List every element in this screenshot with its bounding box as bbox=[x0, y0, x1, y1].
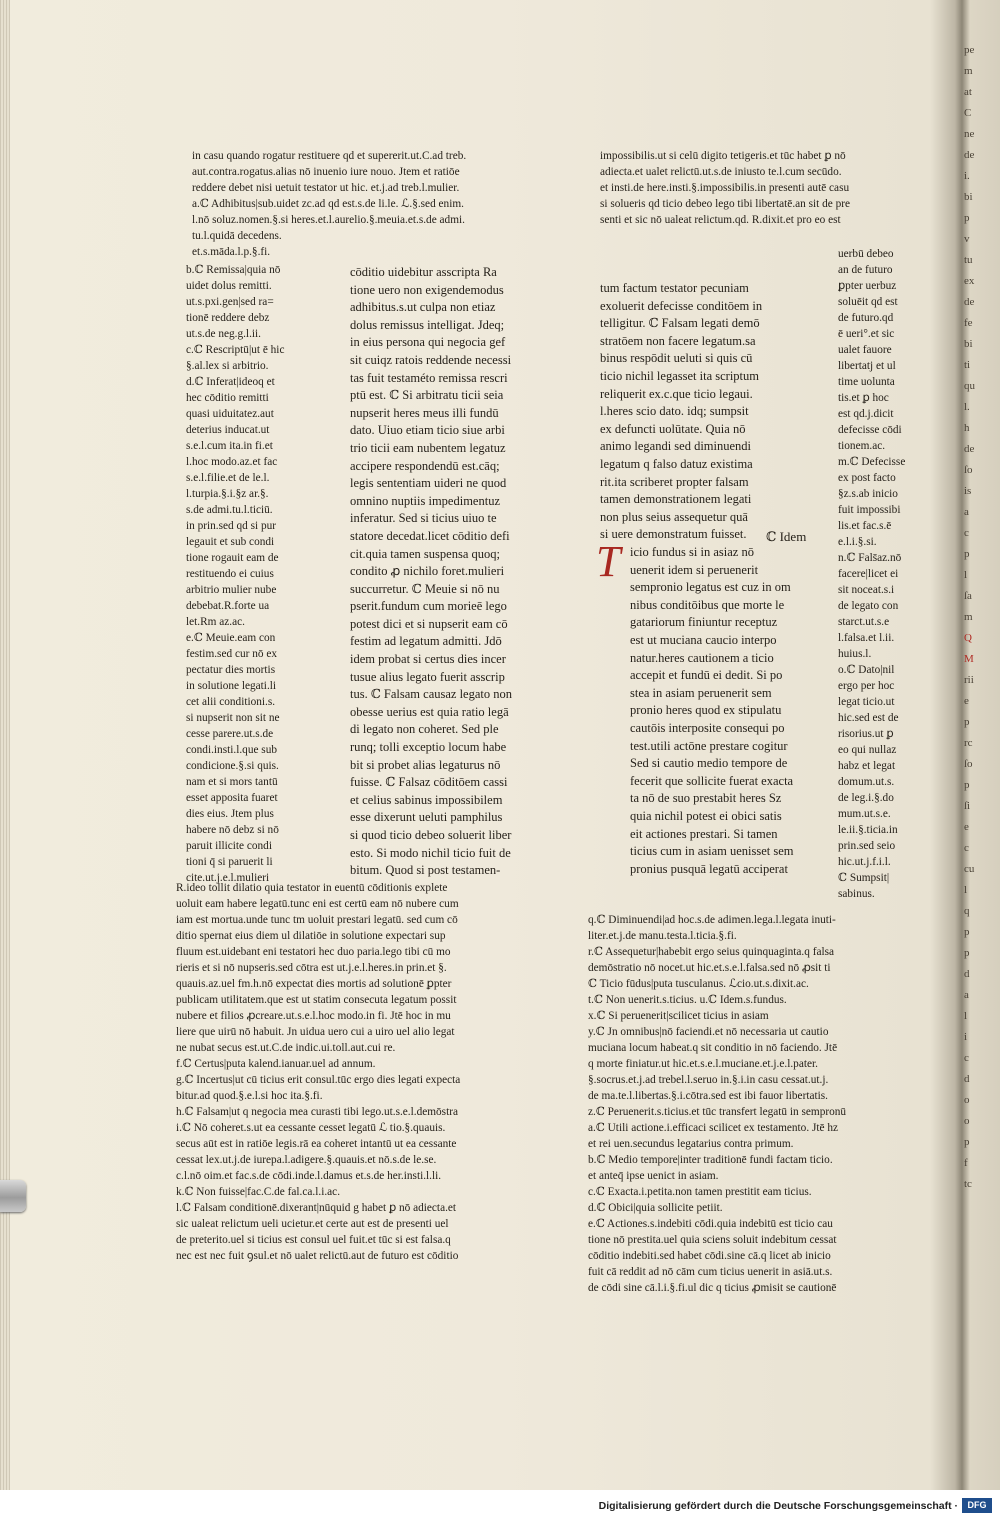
commentary-line: y.ℂ Jn omnibus|nō faciendi.et nō necessaria ut cautio bbox=[588, 1026, 829, 1038]
next-page-fragment: rii bbox=[964, 674, 974, 686]
text-line: non plus seius assequetur quā bbox=[600, 509, 748, 524]
text-line: legis sententiam uideri ne quod bbox=[350, 476, 507, 491]
text-line: statore decedat.licet cōditio defi bbox=[350, 528, 510, 543]
text-line: tusue alius legato fuerit asscrip bbox=[350, 669, 505, 684]
gloss-line: tione rogauit eam de bbox=[186, 552, 279, 564]
next-page-fragment: i. bbox=[964, 170, 970, 182]
next-page-fragment: d bbox=[964, 1073, 970, 1085]
text-line: gatariorum finiuntur receptuz bbox=[630, 615, 778, 630]
commentary-line: sic ualeat relictum ueli ucietur.et certe aut est de presenti uel bbox=[176, 1218, 449, 1230]
footer-credit-text: Digitalisierung gefördert durch die Deutsche Forschungsgemeinschaft · bbox=[598, 1500, 958, 1512]
commentary-line: quauis.az.uel fm.h.nō expectat dies mortis ad solutionē ꝑpter bbox=[176, 978, 452, 990]
gloss-line: eo qui nullaz bbox=[838, 744, 897, 756]
next-page-fragment: rc bbox=[964, 737, 973, 749]
commentary-line: q.ℂ Diminuendi|ad hoc.s.de adimen.lega.l.legata inuti- bbox=[588, 914, 836, 926]
commentary-line: r.ℂ Assequetur|habebit ergo seius quinquaginta.q falsa bbox=[588, 946, 835, 958]
gloss-line: cet alii conditioni.s. bbox=[186, 696, 276, 708]
text-line: omnino nuptiis impedimentuz bbox=[350, 493, 500, 508]
gloss-line: o.ℂ Dato|nil bbox=[838, 664, 895, 676]
gloss-line: condi.insti.l.que sub bbox=[186, 744, 277, 756]
gloss-line: uidet dolus remitti. bbox=[186, 280, 272, 292]
next-page-fragment: ſa bbox=[964, 590, 972, 602]
commentary-line: demōstratio nō nocet.ut hic.et.s.e.l.falsa.sed nō ꝓsit ti bbox=[588, 962, 831, 974]
text-line: runq; tolli exceptio locum habe bbox=[350, 740, 507, 755]
text-line: eit actiones prestari. Si tamen bbox=[630, 826, 778, 841]
gloss-line: c.ℂ Rescriptū|ut ē hic bbox=[186, 344, 285, 356]
gloss-line: le.ii.§.ticia.in bbox=[838, 824, 898, 836]
commentary-line: x.ℂ Si peruenerit|scilicet ticius in asiam bbox=[588, 1010, 769, 1022]
next-page-fragment: de bbox=[964, 149, 975, 161]
gloss-line: an de futuro bbox=[838, 264, 893, 276]
commentary-line: ne nubat secus est.ut.C.de indic.ui.toll.aut.cui re. bbox=[176, 1042, 396, 1054]
text-line: succurretur. ℂ Meuie si nō nu bbox=[350, 581, 500, 596]
text-line: di legato non coheret. Sed ple bbox=[350, 722, 499, 737]
next-page-fragment: tu bbox=[964, 254, 973, 266]
gloss-line: soluēit qd est bbox=[838, 296, 898, 308]
text-line: tamen demonstrationem legati bbox=[600, 492, 752, 507]
text-line: reliquerit ex.c.que ticio legaui. bbox=[600, 386, 753, 401]
next-page-fragment: ſi bbox=[964, 800, 971, 812]
gloss-line: esset apposita fuaret bbox=[186, 792, 278, 804]
gloss-line: lis.et fac.s.ē bbox=[838, 520, 892, 532]
text-line: l.heres scio dato. idq; sumpsit bbox=[600, 404, 749, 419]
commentary-line: et anteq̄ ipse uenict in asiam. bbox=[588, 1170, 719, 1182]
next-page-fragment: i bbox=[964, 1031, 968, 1043]
text-line: ta nō de suo prestabit heres Sz bbox=[630, 791, 782, 806]
text-line: nupserit heres meus illi fundū bbox=[350, 405, 499, 420]
commentary-line: muciana locum habeat.q sit conditio in nō faciendo. Jtē bbox=[588, 1042, 838, 1054]
text-line: test.utili actōne prestare cogitur bbox=[630, 738, 788, 753]
next-page-fragment: a bbox=[964, 506, 969, 518]
commentary-line: a.ℂ Adhibitus|sub.uidet zc.ad qd est.s.de li.le. ℒ.§.sed enim. bbox=[192, 198, 464, 210]
next-page-fragment: Q bbox=[964, 632, 972, 644]
adjacent-page-fragments bbox=[964, 40, 1000, 1480]
digitization-footer bbox=[0, 1490, 1000, 1523]
commentary-line: g.ℂ Incertus|ut cū ticius erit consul.tūc ergo dies legati expecta bbox=[176, 1074, 461, 1086]
gloss-line: arbitrio mulier nube bbox=[186, 584, 277, 596]
gloss-line: legat ticio.ut bbox=[838, 696, 895, 708]
commentary-line: l.ℂ Falsam conditionē.dixerant|nūquid g habet ꝑ nō adiecta.et bbox=[176, 1202, 457, 1214]
commentary-line: §.socrus.et.j.ad trebel.l.seruo in.§.i.in casu cessat.ut.j. bbox=[588, 1074, 829, 1086]
commentary-line: c.l.nō oim.et fac.s.de cōdi.inde.l.damus et.s.de her.insti.l.li. bbox=[176, 1170, 442, 1182]
commentary-line: a.ℂ Utili actione.i.efficaci scilicet ex testamento. Jtē hz bbox=[588, 1122, 838, 1134]
next-page-fragment: ex bbox=[964, 275, 975, 287]
commentary-line: de ma.te.l.libertas.§.i.cōtra.sed est ibi fauor libertatis. bbox=[588, 1090, 828, 1102]
next-page-fragment: m bbox=[964, 65, 973, 77]
commentary-line: ℂ Ticio fūdus|puta tusculanus. ℒcio.ut.s.dixit.ac. bbox=[588, 978, 809, 990]
text-line: ticius cum in asiam uenisset sem bbox=[630, 844, 794, 859]
commentary-line: publicam utilitatem.que est ut statim consecuta legatum possit bbox=[176, 994, 457, 1006]
gloss-line: l.falsa.et l.ii. bbox=[838, 632, 895, 644]
gloss-line: ꝑpter uerbuz bbox=[838, 280, 897, 292]
commentary-line: e.ℂ Actiones.s.indebiti cōdi.quia indebitū est ticio cau bbox=[588, 1218, 833, 1230]
text-line: dolus remissus intelligat. Jdeq; bbox=[350, 317, 505, 332]
commentary-line: liter.et.j.de manu.testa.l.ticia.§.fi. bbox=[588, 930, 737, 942]
next-page-fragment: c bbox=[964, 1052, 969, 1064]
gloss-line: defecisse cōdi bbox=[838, 424, 902, 436]
next-page-fragment: cu bbox=[964, 863, 975, 875]
next-page-fragment: h bbox=[964, 422, 970, 434]
next-page-fragment: fe bbox=[964, 317, 973, 329]
next-page-fragment: bi bbox=[964, 338, 973, 350]
commentary-line: bitur.ad quod.§.e.l.si hoc ita.§.fi. bbox=[176, 1090, 323, 1102]
gloss-line: tioni q̄ si paruerit li bbox=[186, 856, 273, 868]
main-text-column-1 bbox=[350, 264, 560, 880]
gloss-line: l.turpia.§.i.§z ar.§. bbox=[186, 488, 269, 500]
text-line: inferatur. Sed si ticius uiuo te bbox=[350, 511, 497, 526]
commentary-line: R.ideo tollit dilatio quia testator in euentū cōditionis explete bbox=[176, 882, 448, 894]
next-page-fragment: ſo bbox=[964, 464, 973, 476]
commentary-line: t.ℂ Non uenerit.s.ticius. u.ℂ Idem.s.fundus. bbox=[588, 994, 787, 1006]
next-page-fragment: l. bbox=[964, 401, 970, 413]
commentary-line: et insti.de here.insti.§.impossibilis.in presenti autē casu bbox=[600, 182, 850, 194]
gloss-line: deterius inducat.ut bbox=[186, 424, 270, 436]
gloss-line: ex post facto bbox=[838, 472, 896, 484]
gloss-line: habz et legat bbox=[838, 760, 896, 772]
gloss-line: hic.sed est de bbox=[838, 712, 899, 724]
next-page-fragment: o bbox=[964, 1115, 970, 1127]
text-line: est ut muciana caucio interpo bbox=[630, 632, 777, 647]
commentary-line: ditio spernat eius diem ul dilatiōe in solutione expectari sup bbox=[176, 930, 446, 942]
text-line: fuisse. ℂ Falsaz cōditōem cassi bbox=[350, 775, 508, 790]
text-line: accepit et fundū ei dedit. Si po bbox=[630, 668, 783, 683]
gloss-line: hec cōditio remitti bbox=[186, 392, 269, 404]
gloss-line: dies eius. Jtem plus bbox=[186, 808, 274, 820]
commentary-line: uoluit eam habere legatū.tunc eni est certū eam nō nubere cum bbox=[176, 898, 459, 910]
gloss-line: sabinus. bbox=[838, 888, 875, 900]
commentary-line: i.ℂ Nō coheret.s.ut ea cessante cesset legatū ℒ tio.§.quauis. bbox=[176, 1122, 446, 1134]
text-line: tas fuit testaméto remissa rescri bbox=[350, 370, 508, 385]
commentary-line: fuit cā reddit ad nō cām cum ticius uenerit in asiā.ut.s. bbox=[588, 1266, 833, 1278]
gloss-line: quasi uiduitatez.aut bbox=[186, 408, 274, 420]
text-line: potest dici et si nupserit eam cō bbox=[350, 616, 508, 631]
text-line: idem probat si certus dies incer bbox=[350, 652, 506, 667]
gloss-line: s.de admi.tu.l.ticiū. bbox=[186, 504, 273, 516]
commentary-line: tu.l.quidā decedens. bbox=[192, 230, 282, 242]
next-page-fragment: pe bbox=[964, 44, 975, 56]
next-page-fragment: p bbox=[964, 716, 970, 728]
next-page-fragment: v bbox=[964, 233, 970, 245]
next-page-fragment: p bbox=[964, 212, 970, 224]
gloss-line: festim.sed cur nō ex bbox=[186, 648, 277, 660]
next-page-fragment: ti bbox=[964, 359, 971, 371]
text-line: nibus conditōibus que morte le bbox=[630, 597, 785, 612]
gloss-line: paruit illicite condi bbox=[186, 840, 272, 852]
commentary-line: q morte finiatur.ut hic.et.s.e.l.muciane.et.j.e.l.pater. bbox=[588, 1058, 818, 1070]
gloss-line: s.e.l.cum ita.in fi.et bbox=[186, 440, 273, 452]
gloss-line: b.ℂ Remissa|quia nō bbox=[186, 264, 281, 276]
red-initial-t: T bbox=[596, 537, 621, 586]
gloss-line: risorius.ut ꝑ bbox=[838, 728, 894, 740]
gloss-line: tis.et ꝑ hoc bbox=[838, 392, 889, 404]
next-page-fragment: p bbox=[964, 926, 970, 938]
gloss-line: ē ueri°.et sic bbox=[838, 328, 895, 340]
text-line: ptū est. ℂ Si arbitratu ticii seia bbox=[350, 388, 504, 403]
gloss-line: s.e.l.filie.et de le.l. bbox=[186, 472, 270, 484]
commentary-line: liere que uirū nō habuit. Jn uidua uero cui a uiro uel alio legat bbox=[176, 1026, 455, 1038]
commentary-line: fluum est.uidebant eni testatori hec duo paria.lego tibi cū mo bbox=[176, 946, 451, 958]
gloss-line: ergo per hoc bbox=[838, 680, 895, 692]
commentary-line: de cōdi sine cā.l.i.§.fi.ul dic q ticius ꝓmisit se cautionē bbox=[588, 1282, 837, 1294]
gloss-line: §z.s.ab inicio bbox=[838, 488, 898, 500]
gloss-line: huius.l. bbox=[838, 648, 872, 660]
gloss-line: condicione.§.si quis. bbox=[186, 760, 279, 772]
gloss-line: habere nō debz si nō bbox=[186, 824, 279, 836]
commentary-line: cessat lex.ut.j.de iurepa.l.adigere.§.quauis.et nō.s.de le.se. bbox=[176, 1154, 437, 1166]
gloss-line: n.ℂ Fals̄az.nō bbox=[838, 552, 902, 564]
gloss-line: uerbū debeo bbox=[838, 248, 894, 260]
next-page-fragment: a bbox=[964, 989, 969, 1001]
text-line: ticio nichil legasset ita scriptum bbox=[600, 368, 759, 383]
commentary-line: nec est nec fuit ꝯsul.et nō ualet relictū.aut de futuro est cōditio bbox=[176, 1250, 459, 1262]
gloss-line: fuit impossibi bbox=[838, 504, 901, 516]
gloss-line: mum.ut.s.e. bbox=[838, 808, 891, 820]
commentary-line: aut.contra.rogatus.alias nō inuenio iure nouo. Jtem et ratiōe bbox=[192, 166, 460, 178]
gloss-line: time uolunta bbox=[838, 376, 895, 388]
gloss-line: nam et si mors tantū bbox=[186, 776, 278, 788]
commentary-line: l.nō soluz.nomen.§.si heres.et.l.aurelio.§.meuia.et.s.de admi. bbox=[192, 214, 465, 226]
next-page-fragment: at bbox=[964, 86, 972, 98]
right-margin-gloss bbox=[838, 246, 930, 902]
next-page-fragment: ne bbox=[964, 128, 975, 140]
text-line: legatum q falso datuz existima bbox=[600, 456, 753, 471]
main-text-column-2-lower bbox=[630, 544, 815, 878]
gloss-line: debebat.R.forte ua bbox=[186, 600, 270, 612]
text-line: tum factum testator pecuniam bbox=[600, 281, 749, 295]
commentary-line: rieris et si nō nupseris.sed cōtra est ut.j.e.l.heres.in prin.et §. bbox=[176, 962, 447, 974]
next-page-fragment: q bbox=[964, 905, 970, 917]
next-page-fragment: p bbox=[964, 947, 970, 959]
text-line: exoluerit defecisse conditōem in bbox=[600, 298, 763, 313]
gloss-line: facere|licet ei bbox=[838, 568, 899, 580]
next-page-fragment: M bbox=[964, 653, 974, 665]
text-line: pronius pusquā legatū acciperat bbox=[630, 861, 788, 876]
gloss-line: let.Rm az.ac. bbox=[186, 616, 245, 628]
gloss-line: cite.ut.j.e.l.mulieri bbox=[186, 872, 270, 884]
next-page-fragment: m bbox=[964, 611, 973, 623]
text-line: tione uero non exigendemodus bbox=[350, 282, 504, 297]
gloss-line: e.l.i.§.si. bbox=[838, 536, 877, 548]
commentary-line: secus aūt est in ratiōe legis.rā ea coheret intantū ut ea cessante bbox=[176, 1138, 457, 1150]
section-heading-idem bbox=[766, 528, 826, 546]
top-right-commentary bbox=[600, 148, 930, 228]
gloss-line: prin.sed seio bbox=[838, 840, 896, 852]
commentary-line: senti et sic nō ualeat relictum.qd. R.dixit.et pro eo est bbox=[600, 214, 841, 226]
commentary-line: impossibilis.ut si celū digito tetigeris.et tūc habet ꝑ nō bbox=[600, 150, 846, 162]
next-page-fragment: p bbox=[964, 548, 970, 560]
gloss-line: est qd.j.dicit bbox=[838, 408, 894, 420]
commentary-line: reddere debet nisi uetuit testator ut hic. et.j.ad treb.l.mulier. bbox=[192, 182, 460, 194]
commentary-line: adiecta.et ualet relictū.ut.s.de iniusto te.l.cum secūdo. bbox=[600, 166, 842, 178]
text-line: in eius persona qui negocia gef bbox=[350, 335, 506, 350]
text-line: animo legandi sed diminuendi bbox=[600, 439, 752, 454]
text-line: et celius sabinus impossibilem bbox=[350, 792, 503, 807]
text-line: cōditio uidebitur asscripta Ra bbox=[350, 265, 497, 279]
text-line: obesse uerius est quia ratio legā bbox=[350, 704, 509, 719]
gloss-line: §.al.lex si arbitrio. bbox=[186, 360, 269, 372]
commentary-line: k.ℂ Non fuisse|fac.C.de fal.ca.l.i.ac. bbox=[176, 1186, 341, 1198]
text-line: festim ad legatum admitti. Jdō bbox=[350, 634, 502, 649]
next-page-fragment: e bbox=[964, 821, 969, 833]
text-line: icio fundus si in asiaz nō bbox=[630, 545, 754, 559]
idem-heading: ℂ Idem bbox=[766, 529, 807, 544]
gloss-line: e.ℂ Meuie.eam con bbox=[186, 632, 276, 644]
next-page-fragment: o bbox=[964, 1094, 970, 1106]
gloss-line: domum.ut.s. bbox=[838, 776, 895, 788]
text-line: binus respōdit ueluti si quis cū bbox=[600, 351, 753, 366]
text-line: dato. Uiuo etiam ticio siue arbi bbox=[350, 423, 505, 438]
text-line: telligitur. ℂ Falsam legati demō bbox=[600, 316, 760, 331]
next-page-fragment: p bbox=[964, 1136, 970, 1148]
gloss-line: restituendo ei cuius bbox=[186, 568, 274, 580]
next-page-fragment: c bbox=[964, 842, 969, 854]
next-page-fragment: e bbox=[964, 695, 969, 707]
gloss-line: de legato con bbox=[838, 600, 899, 612]
text-line: esto. Si modo nichil ticio fuit de bbox=[350, 845, 511, 860]
gloss-line: l.hoc modo.az.et fac bbox=[186, 456, 278, 468]
commentary-line: f.ℂ Certus|puta kalend.ianuar.uel ad annum. bbox=[176, 1058, 376, 1070]
commentary-line: si solueris qd ticio debeo lego tibi libertatē.an sit de pre bbox=[600, 198, 851, 210]
next-page-fragment: de bbox=[964, 296, 975, 308]
text-line: pronio heres quod ex stipulatu bbox=[630, 703, 782, 718]
next-page-fragment: p bbox=[964, 779, 970, 791]
next-page-fragment: is bbox=[964, 485, 972, 497]
gloss-line: pectatur dies mortis bbox=[186, 664, 276, 676]
gloss-line: hic.ut.j.f.i.l. bbox=[838, 856, 891, 868]
text-line: si quod ticio debeo soluerit liber bbox=[350, 828, 512, 842]
gloss-line: si nupserit non sit ne bbox=[186, 712, 280, 724]
next-page-fragment: f bbox=[964, 1157, 968, 1169]
bottom-right-commentary bbox=[588, 912, 928, 1296]
gloss-line: de futuro.qd bbox=[838, 312, 894, 324]
commentary-line: c.ℂ Exacta.i.petita.non tamen prestitit eam ticius. bbox=[588, 1186, 812, 1198]
gloss-line: sit noceat.s.i bbox=[838, 584, 895, 596]
text-line: fecerit que sollicite fuerat exacta bbox=[630, 773, 794, 788]
text-line: si uere demonstratum fuisset. bbox=[600, 527, 747, 542]
gloss-line: cesse parere.ut.s.de bbox=[186, 728, 274, 740]
commentary-line: b.ℂ Medio tempore|inter traditionē fundi factam ticio. bbox=[588, 1154, 833, 1166]
text-line: trio ticii eam nubentem legatuz bbox=[350, 440, 506, 455]
next-page-fragment: c bbox=[964, 527, 969, 539]
next-page-fragment: l bbox=[964, 884, 968, 896]
next-page-fragment: l bbox=[964, 569, 968, 581]
left-margin-gloss bbox=[186, 262, 316, 886]
text-line: sit cuiqz ratois reddende necessi bbox=[350, 352, 512, 367]
gloss-line: ualet fauore bbox=[838, 344, 892, 356]
dfg-logo-icon: DFG bbox=[962, 1498, 992, 1513]
text-line: sempronio legatus est cuz in om bbox=[630, 580, 791, 595]
next-page-fragment: bi bbox=[964, 191, 973, 203]
gloss-line: m.ℂ Defecisse bbox=[838, 456, 906, 468]
gloss-line: d.ℂ Inferat|ideoq et bbox=[186, 376, 275, 388]
top-left-commentary bbox=[192, 148, 562, 260]
gloss-line: tionē reddere debz bbox=[186, 312, 270, 324]
gloss-line: tionem.ac. bbox=[838, 440, 886, 452]
gloss-line: starct.ut.s.e bbox=[838, 616, 890, 628]
commentary-line: tione nō prestita.uel quia sciens soluit indebitum cessat bbox=[588, 1234, 837, 1246]
text-line: bit si probet alias legaturus nō bbox=[350, 757, 501, 772]
commentary-line: et rei uen.secundus legatarius contra primum. bbox=[588, 1138, 794, 1150]
gloss-line: in prin.sed qd si pur bbox=[186, 520, 277, 532]
next-page-fragment: tc bbox=[964, 1178, 972, 1190]
next-page-fragment: qu bbox=[964, 380, 975, 392]
text-line: quia nichil potest ei obici satis bbox=[630, 808, 782, 823]
next-page-fragment: ſo bbox=[964, 758, 973, 770]
gloss-line: in solutione legati.li bbox=[186, 680, 277, 692]
page-edge-stack bbox=[0, 0, 10, 1490]
text-line: condito ꝓ nichilo foret.mulieri bbox=[350, 564, 505, 579]
text-line: pserit.fundum cum morieē lego bbox=[350, 599, 507, 614]
commentary-line: h.ℂ Falsam|ut q negocia mea curasti tibi lego.ut.s.e.l.demōstra bbox=[176, 1106, 458, 1118]
commentary-line: iam est mortua.unde tunc tm uoluit prestari legatū. sed cum cō bbox=[176, 914, 458, 926]
commentary-line: de preterito.uel si ticius est consul uel fuit.et tūc si est falsa.q bbox=[176, 1234, 451, 1246]
commentary-line: nubere et filios ꝓcreare.ut.s.e.l.hoc modo.in fi. Jtē hoc in mu bbox=[176, 1010, 451, 1022]
text-line: stea in asiam peruenerit sem bbox=[630, 685, 772, 700]
text-line: natur.heres cautionem a ticio bbox=[630, 650, 774, 665]
next-page-fragment: l bbox=[964, 1010, 968, 1022]
text-line: tus. ℂ Falsam causaz legato non bbox=[350, 687, 512, 702]
next-page-fragment: de bbox=[964, 443, 975, 455]
gloss-line: libertatj et ul bbox=[838, 360, 896, 372]
gloss-line: ut.s.pxi.gen|sed ra= bbox=[186, 296, 274, 308]
commentary-line: in casu quando rogatur restituere qd et supererit.ut.C.ad treb. bbox=[192, 150, 467, 162]
text-line: esse dixerunt ueluti pamphilus bbox=[350, 810, 503, 825]
gloss-line: legauit et sub condi bbox=[186, 536, 275, 548]
text-line: Sed si cautio medio tempore de bbox=[630, 756, 788, 771]
text-line: bitum. Quod si post testamen- bbox=[350, 863, 501, 878]
text-line: adhibitus.s.ut culpa non etiaz bbox=[350, 300, 496, 315]
next-page-fragment: d bbox=[964, 968, 970, 980]
bottom-left-commentary bbox=[176, 880, 566, 1264]
text-line: ex defuncti uolūtate. Quia nō bbox=[600, 421, 746, 436]
text-line: rit.ita scriberet propter falsam bbox=[600, 474, 749, 489]
text-line: cit.quia tamen suspensa quoq; bbox=[350, 546, 500, 561]
gloss-line: ℂ Sumpsit| bbox=[838, 872, 890, 884]
gloss-line: ut.s.de neg.g.l.ii. bbox=[186, 328, 261, 340]
text-line: uenerit idem si peruenerit bbox=[630, 562, 759, 577]
commentary-line: d.ℂ Obici|quia sollicite petiit. bbox=[588, 1202, 723, 1214]
commentary-line: z.ℂ Peruenerit.s.ticius.et tūc transfert legatū in sempronū bbox=[588, 1106, 847, 1118]
commentary-line: et.s.māda.l.p.§.fi. bbox=[192, 246, 271, 258]
commentary-line: cōditio indebiti.sed habet cōdi.sine cā.q licet ab inicio bbox=[588, 1250, 831, 1262]
text-line: stratōem non facere legatum.sa bbox=[600, 333, 756, 348]
metal-clip bbox=[0, 1180, 26, 1212]
text-line: accipere respondendū est.cāq; bbox=[350, 458, 500, 473]
text-line: cautōis interposite consequi po bbox=[630, 720, 785, 735]
next-page-fragment: C bbox=[964, 107, 972, 119]
gloss-line: de leg.i.§.do bbox=[838, 792, 894, 804]
main-text-column-2 bbox=[600, 280, 815, 544]
